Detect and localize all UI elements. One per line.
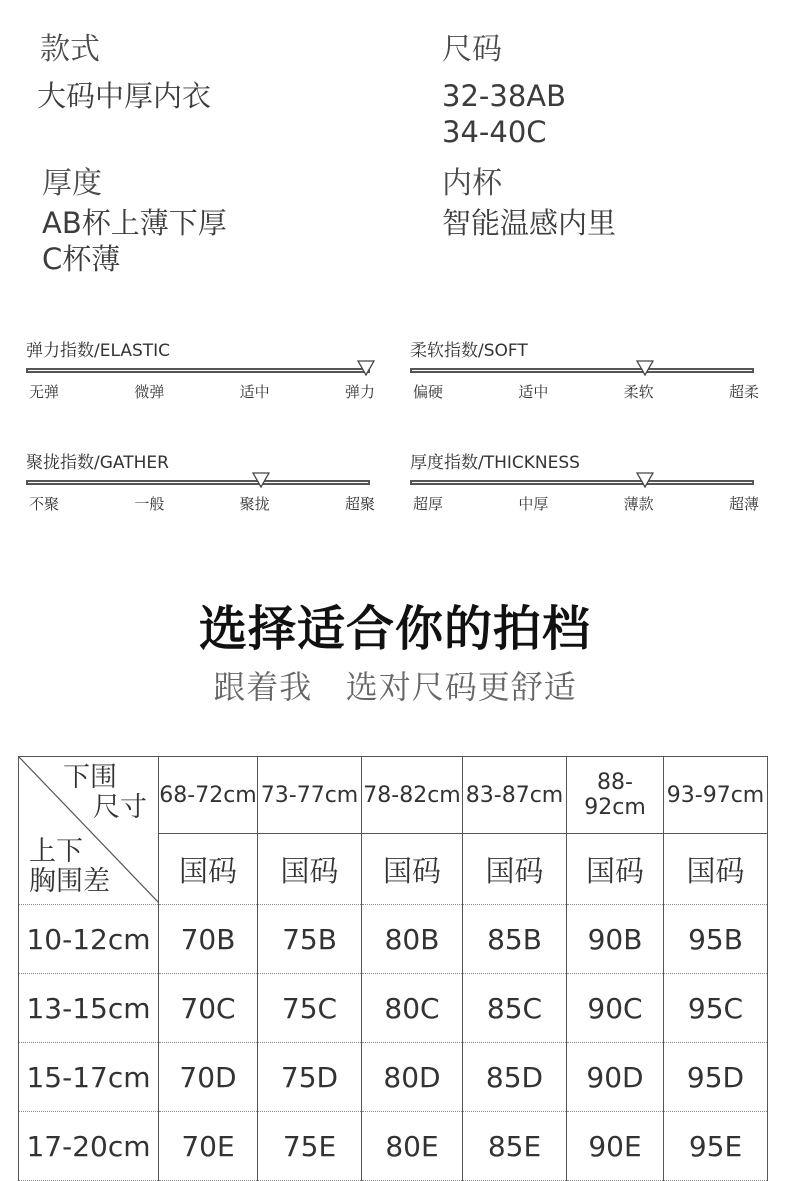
- subheader-cell: 国码: [463, 834, 567, 905]
- scale-tick-label: 聚拢: [239, 495, 270, 513]
- table-row: [19, 974, 768, 1043]
- scale-tick-label: 柔软: [623, 383, 654, 401]
- subheader-cell: 国码: [159, 834, 258, 905]
- scale-marker-icon: [252, 472, 270, 488]
- size-cell: 70C: [159, 974, 258, 1043]
- section-subtitle: 跟着我 选对尺码更舒适: [213, 668, 577, 706]
- column-header: 88-92cm: [567, 757, 664, 834]
- scale-tick-label: 无弹: [28, 383, 59, 401]
- corner-bottom-line2: 胸围差: [29, 866, 110, 897]
- size-cell: 75C: [258, 974, 362, 1043]
- subheader-cell: 国码: [567, 834, 664, 905]
- size-cell: 75B: [258, 905, 362, 974]
- column-header: 68-72cm: [159, 757, 258, 834]
- column-header: 78-82cm: [362, 757, 463, 834]
- scale-track: [410, 480, 754, 485]
- scale-title: 聚拢指数/GATHER: [26, 453, 169, 473]
- scale-tick-label: 薄款: [623, 495, 654, 513]
- subheader-cell: 国码: [362, 834, 463, 905]
- size-cell: 85B: [463, 905, 567, 974]
- scale-tick-label: 弹力: [344, 383, 375, 401]
- size-cell: 85C: [463, 974, 567, 1043]
- size-cell: 80D: [362, 1043, 463, 1112]
- column-header: 93-97cm: [664, 757, 768, 834]
- scale-tick-label: 超聚: [344, 495, 375, 513]
- size-cell: 90C: [567, 974, 664, 1043]
- corner-top-line2: 尺寸: [93, 792, 147, 823]
- scale-tick-label: 适中: [239, 383, 270, 401]
- corner-cell: [19, 757, 159, 905]
- scale-tick-label: 超柔: [728, 383, 759, 401]
- thickness-value-1: AB杯上薄下厚: [42, 206, 227, 240]
- scale-tick-label: 适中: [518, 383, 549, 401]
- scale-track: [26, 480, 370, 485]
- cup-label: 内杯: [442, 166, 502, 201]
- size-cell: 75D: [258, 1043, 362, 1112]
- row-label: 10-12cm: [19, 905, 159, 974]
- size-cell: 70D: [159, 1043, 258, 1112]
- size-value-2: 34-40C: [442, 115, 547, 149]
- size-cell: 80B: [362, 905, 463, 974]
- scale-marker-icon: [636, 472, 654, 488]
- table-row: [19, 1043, 768, 1112]
- size-value-1: 32-38AB: [442, 79, 567, 113]
- table-row: [19, 905, 768, 974]
- column-header: 83-87cm: [463, 757, 567, 834]
- row-label: 17-20cm: [19, 1112, 159, 1181]
- size-cell: 85D: [463, 1043, 567, 1112]
- row-label: 15-17cm: [19, 1043, 159, 1112]
- scale-track: [26, 368, 370, 373]
- cup-value: 智能温感内里: [442, 206, 617, 240]
- thickness-value-2: C杯薄: [42, 242, 121, 276]
- scale-tick-label: 不聚: [28, 495, 59, 513]
- table-row: [19, 1112, 768, 1181]
- size-cell: 80C: [362, 974, 463, 1043]
- scale-tick-label: 微弹: [134, 383, 165, 401]
- size-cell: 80E: [362, 1112, 463, 1181]
- size-cell: 70B: [159, 905, 258, 974]
- scale-title: 厚度指数/THICKNESS: [410, 453, 580, 473]
- corner-top-line1: 下围: [63, 762, 117, 793]
- size-cell: 95E: [664, 1112, 768, 1181]
- scale-tick-label: 一般: [134, 495, 165, 513]
- scale-title: 弹力指数/ELASTIC: [26, 341, 171, 361]
- style-value: 大码中厚内衣: [37, 79, 212, 113]
- column-header: 73-77cm: [258, 757, 362, 834]
- size-cell: 95D: [664, 1043, 768, 1112]
- size-cell: 95C: [664, 974, 768, 1043]
- size-cell: 90E: [567, 1112, 664, 1181]
- scale-tick-label: 超厚: [412, 495, 443, 513]
- scale-tick-label: 中厚: [518, 495, 549, 513]
- scale-tick-label: 超薄: [728, 495, 759, 513]
- size-cell: 85E: [463, 1112, 567, 1181]
- size-label: 尺码: [442, 32, 502, 67]
- size-cell: 90D: [567, 1043, 664, 1112]
- style-label: 款式: [40, 32, 100, 67]
- scale-title: 柔软指数/SOFT: [410, 341, 528, 361]
- scale-marker-icon: [357, 360, 375, 376]
- size-cell: 75E: [258, 1112, 362, 1181]
- size-chart-table: [18, 756, 768, 1181]
- scale-marker-icon: [636, 360, 654, 376]
- subheader-cell: 国码: [258, 834, 362, 905]
- thickness-label: 厚度: [42, 166, 102, 201]
- table-header-row: [19, 757, 768, 834]
- corner-bottom-line1: 上下: [29, 836, 83, 867]
- section-title: 选择适合你的拍档: [198, 601, 591, 657]
- scale-tick-label: 偏硬: [412, 383, 443, 401]
- subheader-cell: 国码: [664, 834, 768, 905]
- size-cell: 90B: [567, 905, 664, 974]
- scale-track: [410, 368, 754, 373]
- size-cell: 95B: [664, 905, 768, 974]
- row-label: 13-15cm: [19, 974, 159, 1043]
- size-cell: 70E: [159, 1112, 258, 1181]
